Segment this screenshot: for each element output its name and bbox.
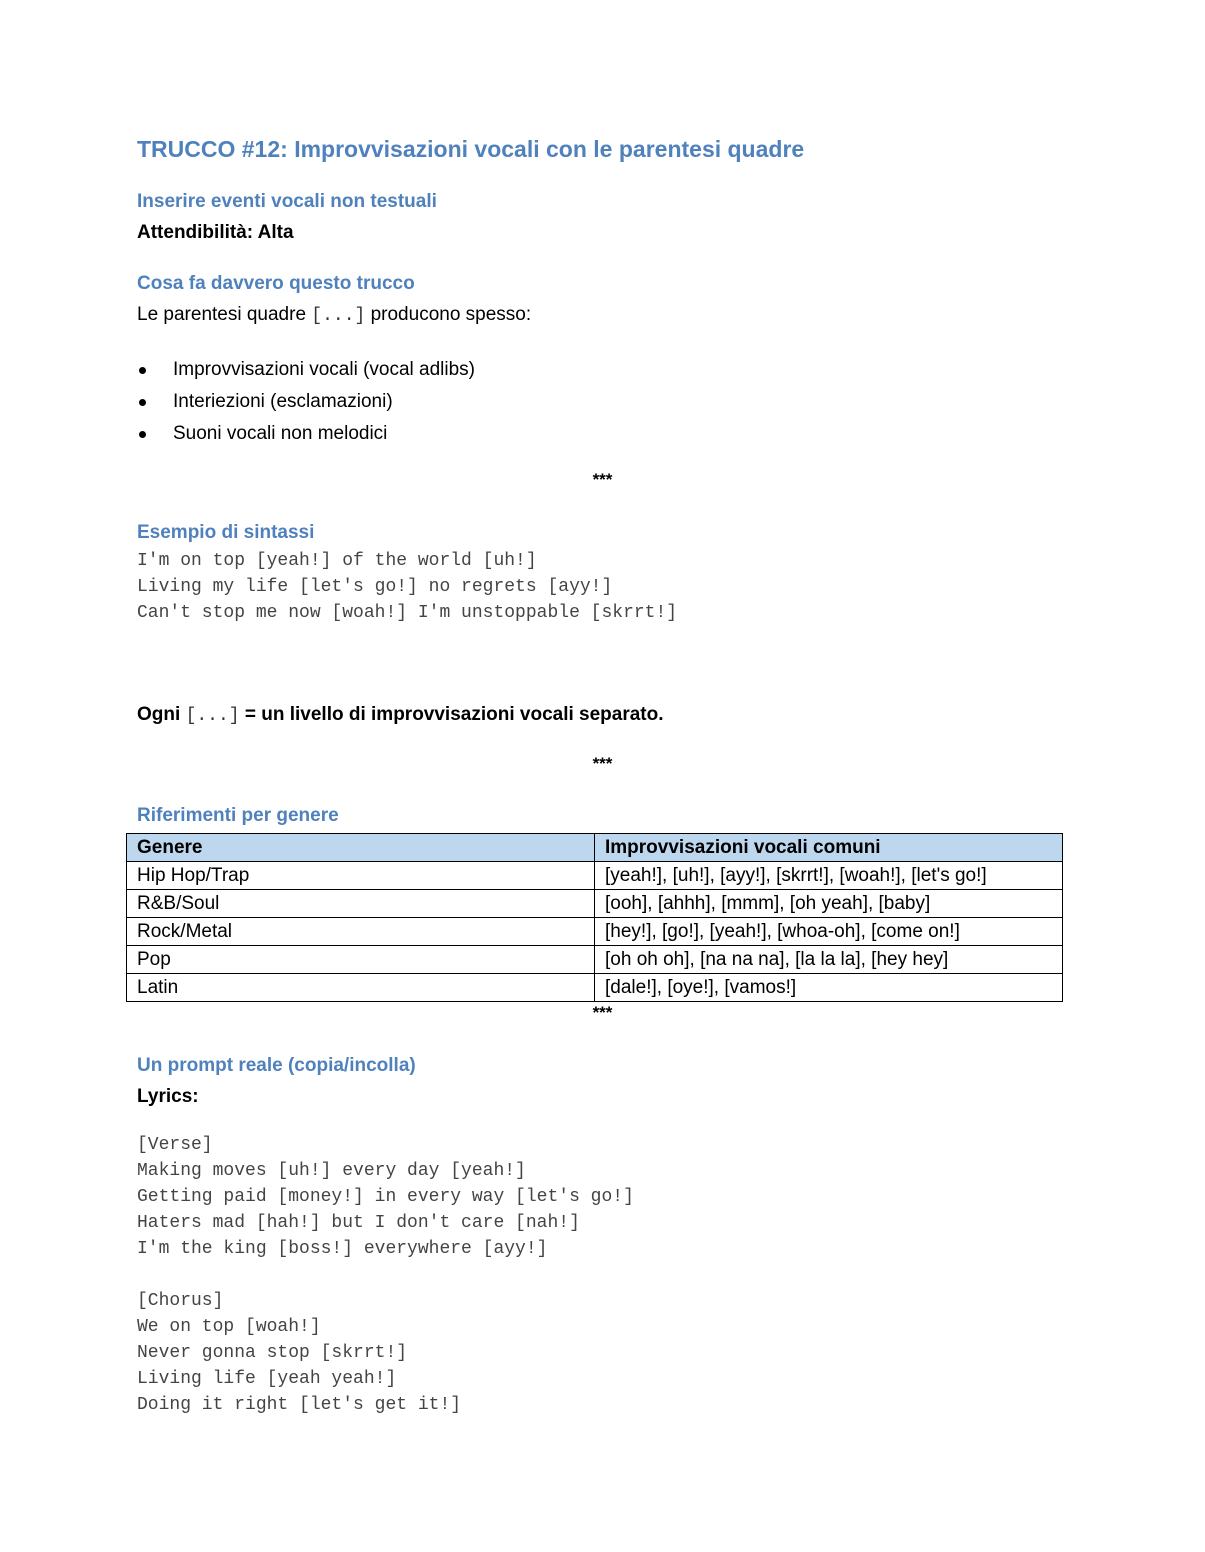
reliability-label: Attendibilità: Alta bbox=[137, 222, 294, 243]
list-item: Improvvisazioni vocali (vocal adlibs) bbox=[137, 354, 475, 386]
list-item: Interiezioni (esclamazioni) bbox=[137, 386, 475, 418]
feature-bullet-list bbox=[137, 354, 475, 450]
section-heading-syntax: Esempio di sintassi bbox=[137, 522, 315, 543]
genre-cell: R&B/Soul bbox=[127, 890, 595, 918]
adlibs-cell: [oh oh oh], [na na na], [la la la], [hey hey] bbox=[595, 946, 1063, 974]
table-row bbox=[127, 862, 1063, 890]
genre-cell: Latin bbox=[127, 974, 595, 1002]
section-heading-genre: Riferimenti per genere bbox=[137, 805, 339, 826]
header-adlibs: Improvvisazioni vocali comuni bbox=[595, 834, 1063, 862]
section-heading-what: Cosa fa davvero questo trucco bbox=[137, 273, 415, 294]
section-separator: *** bbox=[592, 470, 613, 489]
note-code: [...] bbox=[185, 706, 240, 726]
intro-paragraph bbox=[137, 302, 531, 329]
lyrics-code-block: [Verse] Making moves [uh!] every day [yeah!] Getting paid [money!] in every way [let's go!] Haters mad [hah!] but I don't care [nah!] I'm the king [boss!] everywhere [ayy!] [Chorus] We on top [woah!] Never gonna stop [skrrt!] Living life [yeah yeah!] Doing it right [let's get it!] bbox=[137, 1135, 634, 1415]
note-text-before: Ogni bbox=[137, 704, 181, 725]
table-header-row bbox=[127, 834, 1063, 862]
section-heading-prompt: Un prompt reale (copia/incolla) bbox=[137, 1055, 416, 1076]
intro-text-after: producono spesso: bbox=[370, 304, 532, 325]
section-separator: *** bbox=[592, 1003, 613, 1022]
lyrics-label: Lyrics: bbox=[137, 1086, 199, 1107]
section-separator: *** bbox=[592, 754, 613, 773]
table-row bbox=[127, 918, 1063, 946]
syntax-code-block: I'm on top [yeah!] of the world [uh!] Living my life [let's go!] no regrets [ayy!] Can't stop me now [woah!] I'm unstoppable [skrrt!] bbox=[137, 551, 678, 623]
table-row bbox=[127, 890, 1063, 918]
adlibs-cell: [ooh], [ahhh], [mmm], [oh yeah], [baby] bbox=[595, 890, 1063, 918]
adlibs-cell: [dale!], [oye!], [vamos!] bbox=[595, 974, 1063, 1002]
genre-cell: Rock/Metal bbox=[127, 918, 595, 946]
table-row bbox=[127, 946, 1063, 974]
bullet-icon bbox=[139, 431, 146, 438]
list-item: Suoni vocali non melodici bbox=[137, 418, 475, 450]
note-text-after: = un livello di improvvisazioni vocali separato. bbox=[244, 704, 664, 725]
syntax-note bbox=[137, 702, 664, 729]
genre-cell: Hip Hop/Trap bbox=[127, 862, 595, 890]
adlibs-cell: [yeah!], [uh!], [ayy!], [skrrt!], [woah!], [let's go!] bbox=[595, 862, 1063, 890]
genre-table bbox=[126, 833, 1063, 1002]
genre-cell: Pop bbox=[127, 946, 595, 974]
header-genre: Genere bbox=[127, 834, 595, 862]
subtitle: Inserire eventi vocali non testuali bbox=[137, 191, 437, 212]
adlibs-cell: [hey!], [go!], [yeah!], [whoa-oh], [come on!] bbox=[595, 918, 1063, 946]
intro-code: [...] bbox=[311, 306, 366, 326]
bullet-icon bbox=[139, 399, 146, 406]
page-title: TRUCCO #12: Improvvisazioni vocali con le parentesi quadre bbox=[137, 136, 805, 162]
table-row bbox=[127, 974, 1063, 1002]
bullet-icon bbox=[139, 367, 146, 374]
intro-text-before: Le parentesi quadre bbox=[137, 304, 307, 325]
